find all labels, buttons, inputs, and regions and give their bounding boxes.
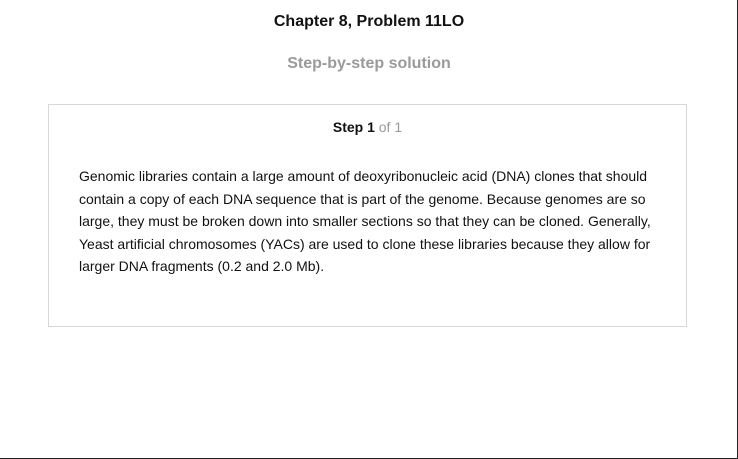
step-header (49, 118, 686, 136)
step-count: of 1 (378, 119, 403, 135)
step-body-text: Genomic libraries contain a large amount of deoxyribonucleic acid (DNA) clones that should contain a copy of each DNA sequence that is part of the genome. Because genomes are so large, they must be broken down into smaller sections so that they can be cloned. Generally, Yeast artificial chromosomes (YACs) are used to clone these libraries because they allow for larger DNA fragments (0.2 and 2.0 Mb). (79, 168, 651, 275)
step-label: Step 1 (332, 119, 375, 135)
solution-card (48, 104, 687, 327)
page-title: Chapter 8, Problem 11LO (273, 13, 465, 30)
solution-subtitle: Step-by-step solution (287, 55, 451, 72)
